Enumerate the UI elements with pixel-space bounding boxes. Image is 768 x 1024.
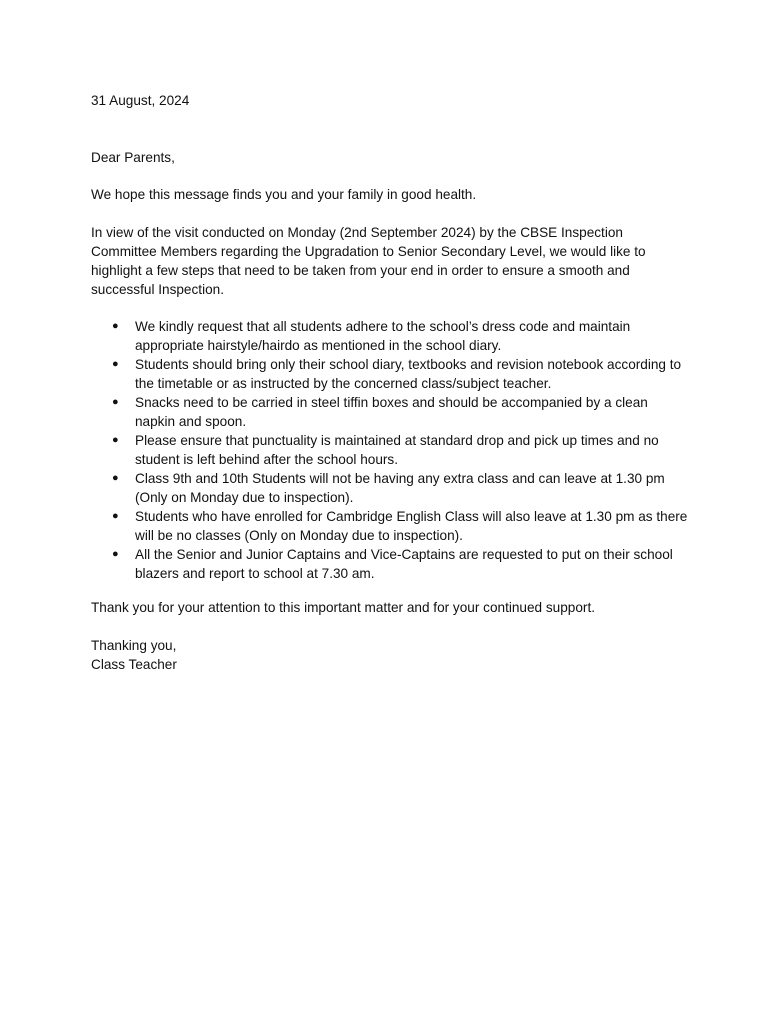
list-item-text: All the Senior and Junior Captains and Vice-Captains are requested to put on their school blazers and report to school at 7.30 am.	[135, 547, 673, 581]
list-item-text: Class 9th and 10th Students will not be having any extra class and can leave at 1.30 pm (Only on Monday due to inspection).	[135, 471, 665, 505]
list-item	[91, 393, 691, 431]
salutation: Dear Parents,	[91, 150, 175, 165]
inspection-paragraph: In view of the visit conducted on Monday (2nd September 2024) by the CBSE Inspection Committee Members regarding the Upgradation to Senior Secondary Level, we would like to highlight a few steps that need to be taken from your end in order to ensure a smooth and successful Inspection.	[91, 225, 646, 297]
list-item	[91, 507, 691, 545]
greeting-paragraph: We hope this message finds you and your family in good health.	[91, 187, 477, 202]
list-item	[91, 469, 691, 507]
list-item	[91, 317, 691, 355]
bullet-icon: ●	[112, 434, 119, 446]
list-item-text: Please ensure that punctuality is maintained at standard drop and pick up times and no student is left behind after the school hours.	[135, 433, 659, 467]
signoff-signature: Class Teacher	[91, 657, 177, 672]
signoff-thanks: Thanking you,	[91, 638, 177, 653]
list-item	[91, 431, 691, 469]
letter-date: 31 August, 2024	[91, 93, 190, 108]
list-item-text: Snacks need to be carried in steel tiffin boxes and should be accompanied by a clean napkin and spoon.	[135, 395, 648, 429]
signoff	[91, 636, 691, 674]
bullet-icon: ●	[112, 548, 119, 560]
bullet-icon: ●	[112, 510, 119, 522]
bullet-icon: ●	[112, 396, 119, 408]
bullet-icon: ●	[112, 320, 119, 332]
list-item	[91, 545, 691, 583]
list-item	[91, 355, 691, 393]
instructions-list	[91, 317, 691, 583]
list-item-text: We kindly request that all students adhere to the school’s dress code and maintain appropriate hairstyle/hairdo as mentioned in the school diary.	[135, 319, 631, 353]
bullet-icon: ●	[112, 472, 119, 484]
closing-paragraph: Thank you for your attention to this important matter and for your continued support.	[91, 600, 595, 615]
bullet-icon: ●	[112, 358, 119, 370]
list-item-text: Students should bring only their school diary, textbooks and revision notebook according to the timetable or as instructed by the concerned class/subject teacher.	[135, 357, 682, 391]
list-item-text: Students who have enrolled for Cambridge English Class will also leave at 1.30 pm as there will be no classes (Only on Monday due to inspection).	[135, 509, 688, 543]
